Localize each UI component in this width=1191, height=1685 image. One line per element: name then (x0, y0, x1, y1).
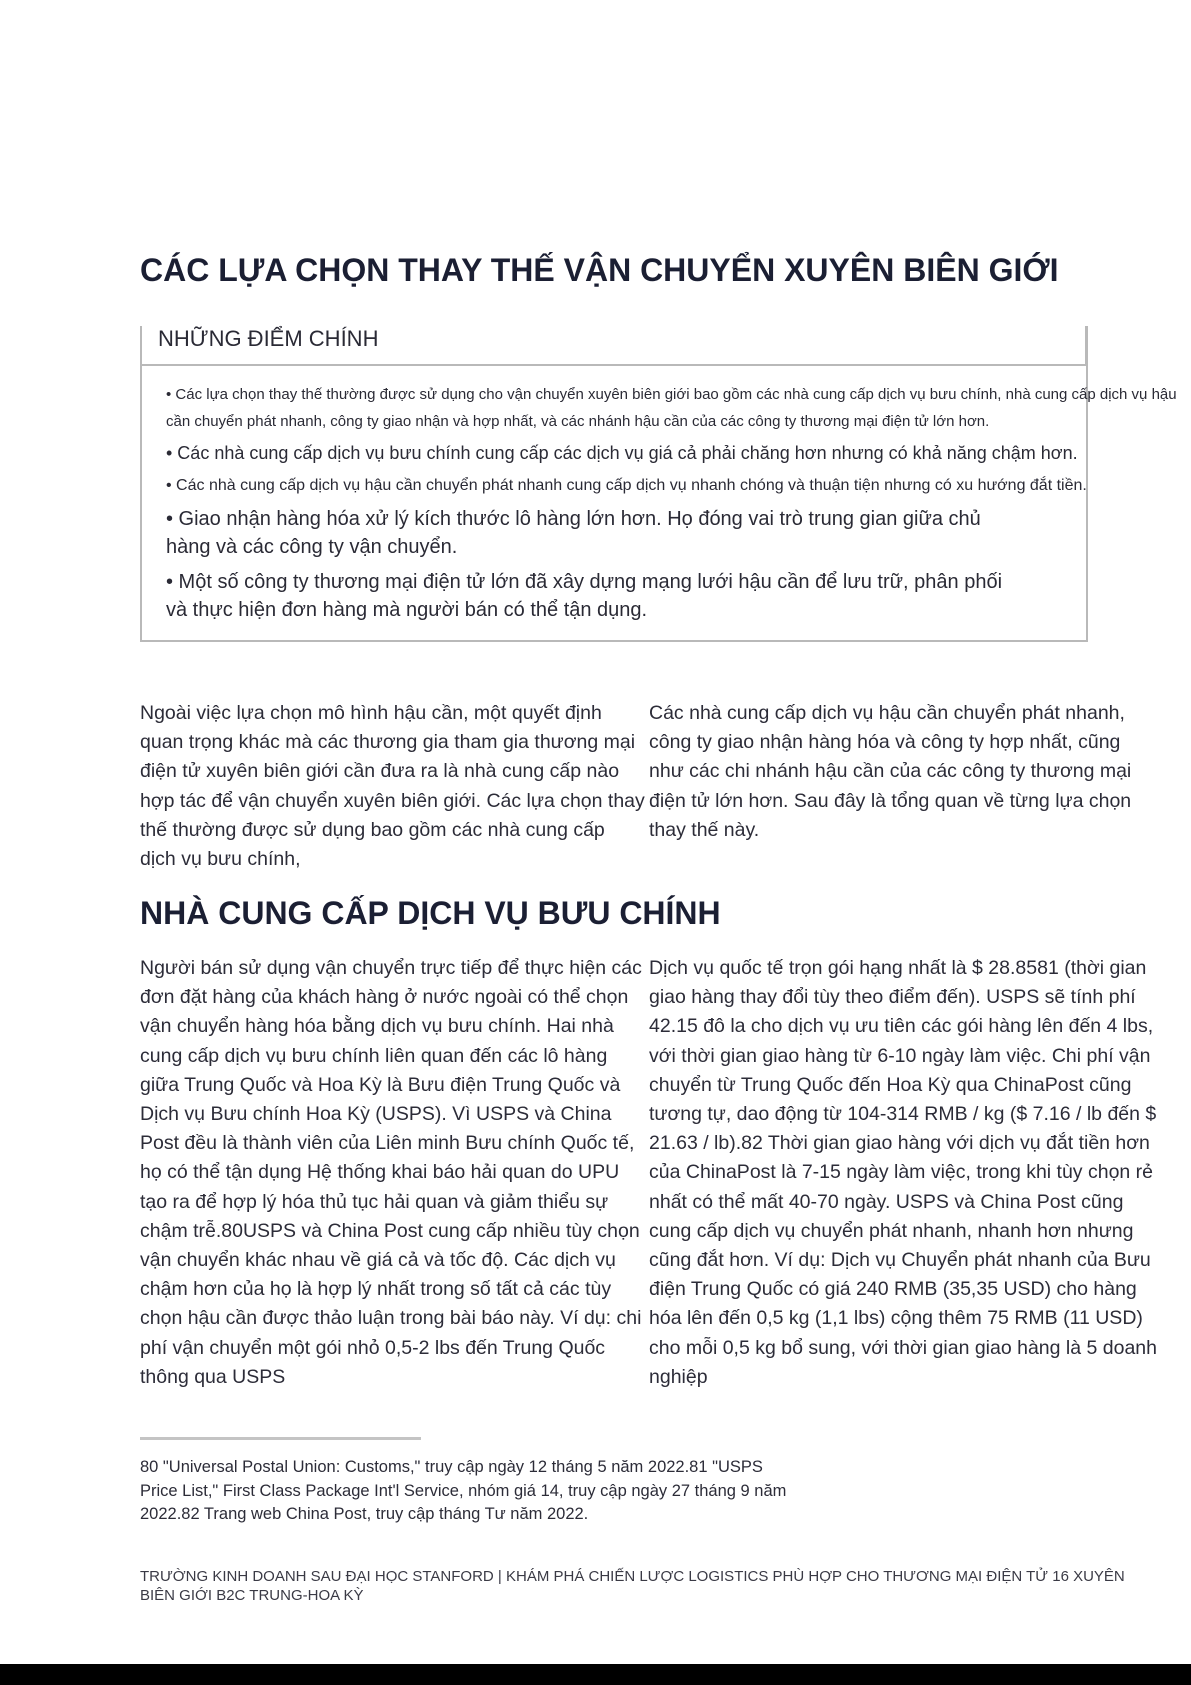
key-point-item: • Các nhà cung cấp dịch vụ hậu cần chuyển phát nhanh cung cấp dịch vụ nhanh chóng và thuận tiện nhưng có xu hướng đắt tiền. (166, 477, 1087, 494)
footnote-divider (140, 1437, 421, 1440)
bottom-bar (0, 1664, 1191, 1685)
section-heading: NHÀ CUNG CẤP DỊCH VỤ BƯU CHÍNH (140, 895, 721, 931)
intro-paragraph-right: Các nhà cung cấp dịch vụ hậu cần chuyển phát nhanh, công ty giao nhận hàng hóa và công ty hợp nhất, cũng như các chi nhánh hậu cần của các công ty thương mại điện tử lớn hơn. Sau đây là tổng quan về từng lựa chọn thay thế này. (649, 702, 1132, 841)
key-point-item: • Các nhà cung cấp dịch vụ bưu chính cung cấp các dịch vụ giá cả phải chăng hơn nhưng có khả năng chậm hơn. (166, 443, 1078, 463)
section-paragraph-right: Dịch vụ quốc tế trọn gói hạng nhất là $ 28.8581 (thời gian giao hàng thay đổi tùy theo điểm đến). USPS sẽ tính phí 42.15 đô la cho dịch vụ ưu tiên các gói hàng lên đến 4 lbs, với thời gian giao hàng từ 6-10 ngày làm việc. Chi phí vận chuyển từ Trung Quốc đến Hoa Kỳ qua ChinaPost cũng tương tự, dao động từ 104-314 RMB / kg ($ 7.16 / lb đến $ 21.63 / lb).82 Thời gian giao hàng với dịch vụ đắt tiền hơn của ChinaPost là 7-15 ngày làm việc, trong khi tùy chọn rẻ nhất có thể mất 40-70 ngày. USPS và China Post cũng cung cấp dịch vụ chuyển phát nhanh, nhanh hơn nhưng cũng đắt hơn. Ví dụ: Dịch vụ Chuyển phát nhanh của Bưu điện Trung Quốc có giá 240 RMB (35,35 USD) cho hàng hóa lên đến 0,5 kg (1,1 lbs) cộng thêm 75 RMB (11 USD) cho mỗi 0,5 kg bổ sung, với thời gian giao hàng là 5 doanh nghiệp (649, 957, 1157, 1388)
key-point-item: • Một số công ty thương mại điện tử lớn đã xây dựng mạng lưới hậu cần để lưu trữ, phân phối và thực hiện đơn hàng mà người bán có thể tận dụng. (166, 571, 1003, 621)
key-points-heading: NHỮNG ĐIỂM CHÍNH (158, 326, 379, 351)
key-point-item: • Giao nhận hàng hóa xử lý kích thước lô hàng lớn hơn. Họ đóng vai trò trung gian giữa chủ hàng và các công ty vận chuyển. (166, 508, 981, 558)
intro-paragraph-left: Ngoài việc lựa chọn mô hình hậu cần, một quyết định quan trọng khác mà các thương gia tham gia thương mại điện tử xuyên biên giới cần đưa ra là nhà cung cấp nào hợp tác để vận chuyển xuyên biên giới. Các lựa chọn thay thế thường được sử dụng bao gồm các nhà cung cấp dịch vụ bưu chính, (140, 702, 645, 871)
page-title: CÁC LỰA CHỌN THAY THẾ VẬN CHUYỂN XUYÊN BIÊN GIỚI (140, 252, 1059, 288)
page-footer: TRƯỜNG KINH DOANH SAU ĐẠI HỌC STANFORD | KHÁM PHÁ CHIẾN LƯỢC LOGISTICS PHÙ HỢP CHO THƯƠNG MẠI ĐIỆN TỬ 16 XUYÊN BIÊN GIỚI B2C TRUNG-HOA KỲ (140, 1568, 1125, 1604)
footnotes: 80 "Universal Postal Union: Customs," truy cập ngày 12 tháng 5 năm 2022.81 "USPS Price List," First Class Package Int'l Service, nhóm giá 14, truy cập ngày 27 tháng 9 năm 2022.82 Trang web China Post, truy cập tháng Tư năm 2022. (140, 1458, 787, 1523)
key-point-item: • Các lựa chọn thay thế thường được sử dụng cho vận chuyển xuyên biên giới bao gồm các nhà cung cấp dịch vụ bưu chính, nhà cung cấp dịch vụ hậu cần chuyển phát nhanh, công ty giao nhận và hợp nhất, và các nhánh hậu cần của các công ty thương mại điện tử lớn hơn. (166, 386, 1177, 430)
section-paragraph-left: Người bán sử dụng vận chuyển trực tiếp để thực hiện các đơn đặt hàng của khách hàng ở nước ngoài có thể chọn vận chuyển hàng hóa bằng dịch vụ bưu chính. Hai nhà cung cấp dịch vụ bưu chính liên quan đến các lô hàng giữa Trung Quốc và Hoa Kỳ là Bưu điện Trung Quốc và Dịch vụ Bưu chính Hoa Kỳ (USPS). Vì USPS và China Post đều là thành viên của Liên minh Bưu chính Quốc tế, họ có thể tận dụng Hệ thống khai báo hải quan do UPU tạo ra để hợp lý hóa thủ tục hải quan và giảm thiểu sự chậm trễ.80USPS và China Post cung cấp nhiều tùy chọn vận chuyển khác nhau về giá cả và tốc độ. Các dịch vụ chậm hơn của họ là hợp lý nhất trong số tất cả các tùy chọn hậu cần được thảo luận trong bài báo này. Ví dụ: chi phí vận chuyển một gói nhỏ 0,5-2 lbs đến Trung Quốc thông qua USPS (140, 957, 642, 1388)
